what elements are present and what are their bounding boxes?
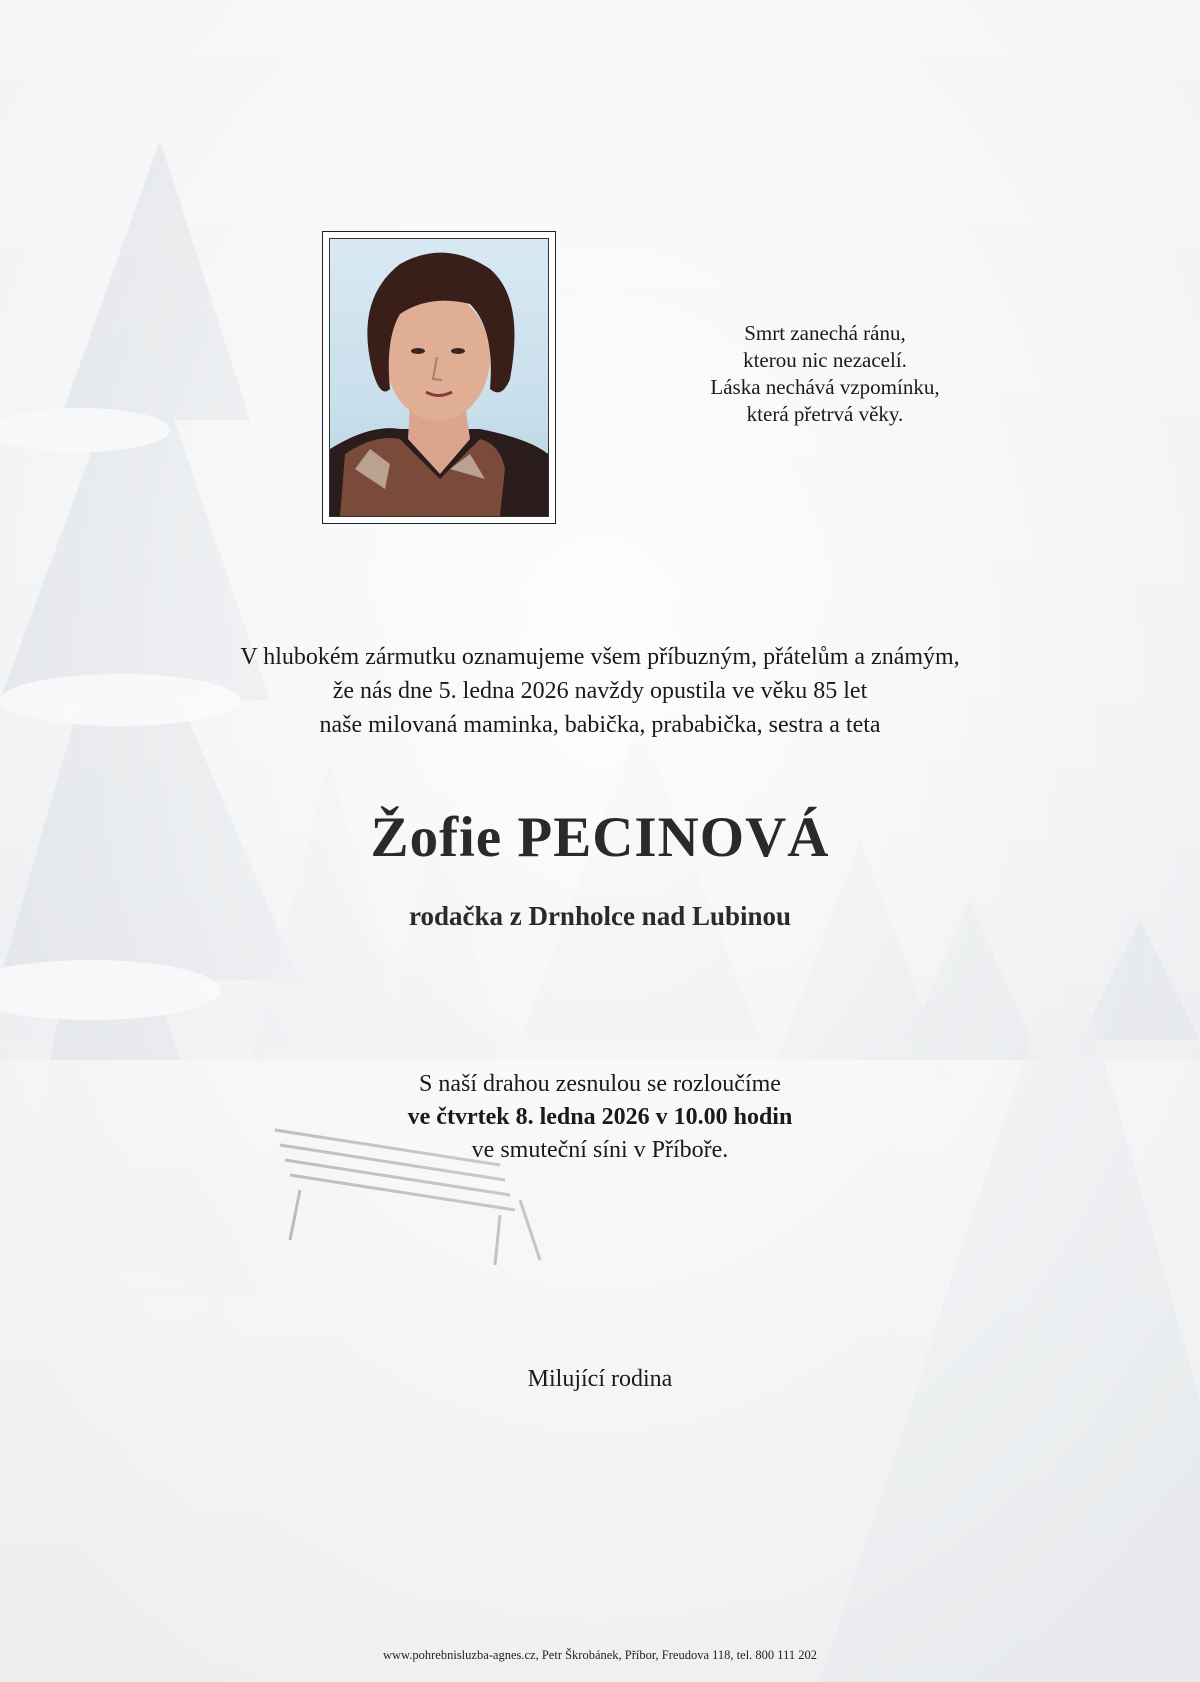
memorial-quote — [660, 320, 990, 428]
funeral-service-footer: www.pohrebnisluzba-agnes.cz, Petr Škrobánek, Příbor, Freudova 118, tel. 800 111 202 — [382, 1648, 817, 1662]
quote-line: Smrt zanechá ránu, — [744, 321, 906, 345]
announcement-line: že nás dne 5. ledna 2026 navždy opustila ve věku 85 let — [332, 678, 868, 704]
quote-line: kterou nic nezacelí. — [743, 348, 907, 372]
deceased-name: Žofie PECINOVÁ — [370, 806, 830, 869]
family-signature: Milující rodina — [527, 1366, 673, 1392]
death-announcement — [100, 640, 1100, 742]
portrait-photo — [329, 238, 549, 517]
farewell-date-time: ve čtvrtek 8. ledna 2026 v 10.00 hodin — [407, 1104, 793, 1130]
farewell-intro: S naší drahou zesnulou se rozloučíme — [419, 1071, 781, 1097]
announcement-line: naše milovaná maminka, babička, prababička, sestra a teta — [319, 712, 881, 738]
deceased-origin: rodačka z Drnholce nad Lubinou — [408, 901, 792, 931]
portrait-frame — [322, 231, 556, 524]
quote-line: Láska nechává vzpomínku, — [710, 375, 940, 399]
farewell-details — [100, 1068, 1100, 1167]
announcement-line: V hlubokém zármutku oznamujeme všem příbuzným, přátelům a známým, — [240, 644, 960, 670]
quote-line: která přetrvá věky. — [746, 402, 904, 426]
farewell-location: ve smuteční síni v Příboře. — [471, 1137, 729, 1163]
